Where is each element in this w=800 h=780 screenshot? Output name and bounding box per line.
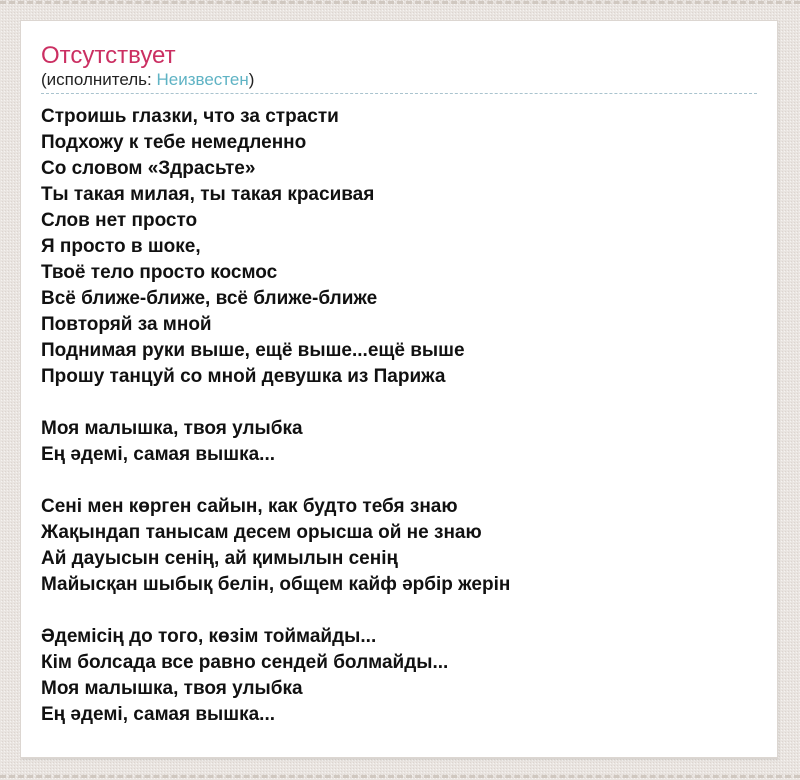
artist-line (41, 70, 757, 94)
artist-label-suffix: ) (248, 70, 255, 89)
artist-link[interactable]: Неизвестен (156, 70, 249, 89)
artist-label-prefix: (исполнитель: (41, 70, 157, 89)
page-title: Отсутствует (41, 42, 176, 69)
lyrics-text: Строишь глазки, что за страсти Подхожу к тебе немедленно Со словом «Здрасьте» Ты такая милая, ты такая красивая Слов нет просто Я просто в шоке, Твоё тело просто космос Всё ближе-ближе, всё ближе-ближе Повторяй за мной Поднимая руки выше, ещё выше...ещё выше Прошу танцуй со мной девушка из Парижа Моя малышка, твоя улыбка Ең әдемі, самая вышка... Сені мен көрген сайын, как будто тебя знаю Жақындап танысам десем орысша ой не знаю Ай дауысын сенің, ай қимылын сенің Майысқан шыбық белін, общем кайф әрбір жерін Әдемісің до того, көзім тоймайды... Кім болсада все равно сендей болмайды... Моя малышка, твоя улыбка Ең әдемі, самая вышка... (41, 106, 511, 725)
bottom-dotted-edge (0, 775, 800, 778)
top-dotted-edge (0, 1, 800, 4)
content-card (20, 20, 778, 758)
